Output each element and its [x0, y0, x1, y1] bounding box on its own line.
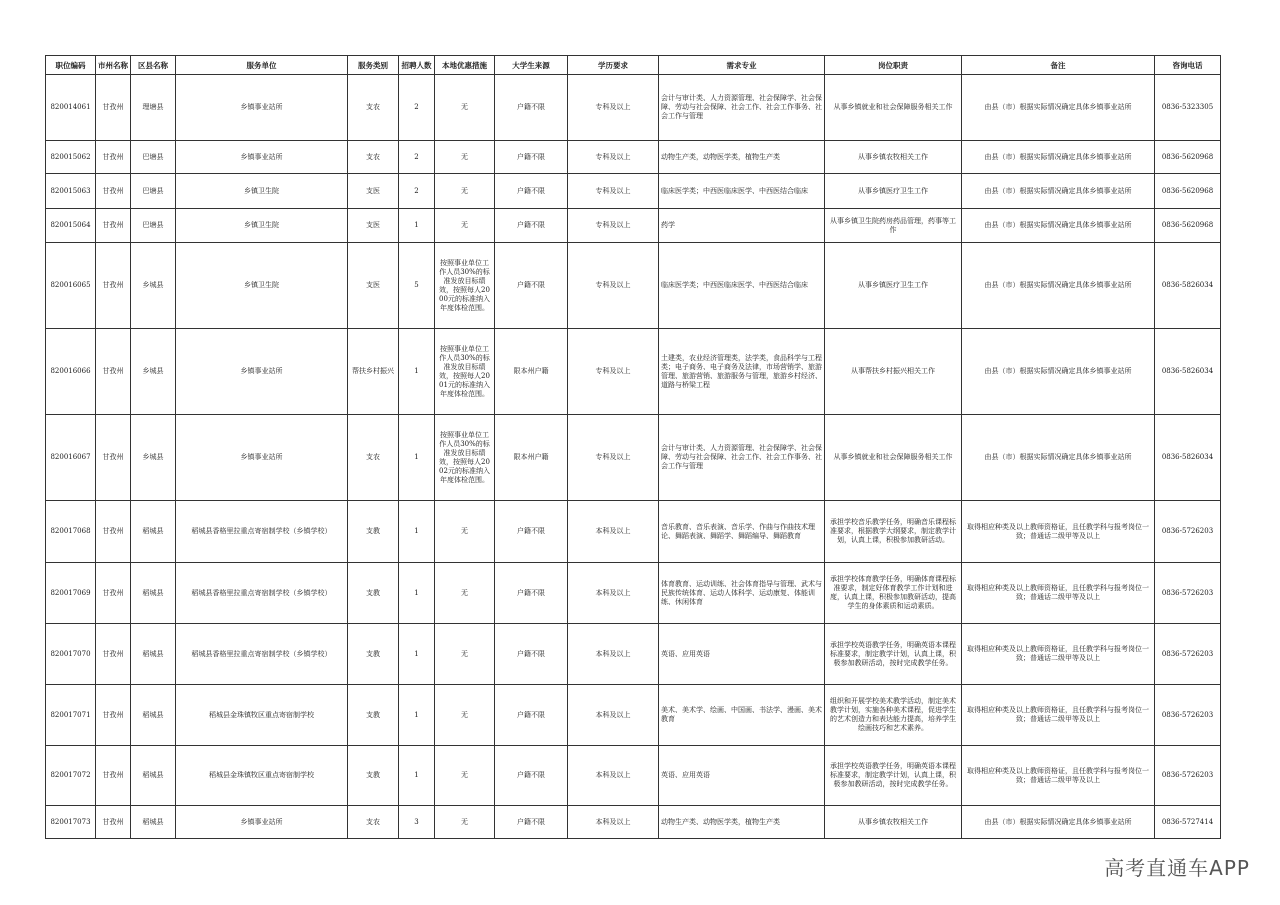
cell-duty: 组织和开展学校美术教学活动，制定美术教学计划，实施各种美术课程，促进学生的艺术创造力和表达能力提高，培养学生绘画技巧和艺术素养。 [825, 685, 962, 746]
cell-count: 1 [399, 624, 435, 685]
cell-benefit: 无 [435, 563, 495, 624]
cell-source: 限本州户籍 [495, 329, 568, 415]
cell-unit: 稻城县香格里拉重点寄宿制学校（乡镇学校） [176, 624, 348, 685]
cell-category: 支农 [348, 415, 399, 501]
cell-edu: 专科及以上 [568, 243, 659, 329]
cell-category: 支教 [348, 563, 399, 624]
cell-note: 取得相应种类及以上教师资格证，且任教学科与报考岗位一致；普通话二级甲等及以上 [962, 563, 1155, 624]
cell-edu: 本科及以上 [568, 624, 659, 685]
cell-benefit: 无 [435, 174, 495, 209]
cell-count: 1 [399, 501, 435, 563]
cell-unit: 乡镇事业站所 [176, 806, 348, 839]
cell-city: 甘孜州 [96, 415, 131, 501]
cell-benefit: 按照事业单位工作人员30%的标准发放目标绩效，按照每人2002元的标准纳入年度体检范围。 [435, 415, 495, 501]
cell-note: 由县（市）根据实际情况确定具体乡镇事业站所 [962, 243, 1155, 329]
cell-edu: 专科及以上 [568, 209, 659, 243]
cell-county: 乡城县 [131, 243, 176, 329]
cell-unit: 稻城县香格里拉重点寄宿制学校（乡镇学校） [176, 563, 348, 624]
cell-edu: 本科及以上 [568, 501, 659, 563]
header-phone: 咨询电话 [1155, 56, 1221, 75]
cell-county: 巴塘县 [131, 174, 176, 209]
cell-category: 支教 [348, 746, 399, 806]
cell-benefit: 无 [435, 141, 495, 174]
cell-phone: 0836-5826034 [1155, 329, 1221, 415]
header-edu: 学历要求 [568, 56, 659, 75]
table-row [46, 685, 1221, 746]
cell-county: 稻城县 [131, 563, 176, 624]
header-major: 需求专业 [659, 56, 825, 75]
cell-city: 甘孜州 [96, 746, 131, 806]
cell-county: 乡城县 [131, 329, 176, 415]
cell-phone: 0836-5726203 [1155, 563, 1221, 624]
cell-duty: 从事乡镇医疗卫生工作 [825, 243, 962, 329]
cell-city: 甘孜州 [96, 75, 131, 141]
cell-major: 会计与审计类、人力资源管理、社会保障学、社会保障、劳动与社会保障、社会工作、社会工作事务、社会工作与管理 [659, 75, 825, 141]
table-row [46, 563, 1221, 624]
cell-duty: 承担学校英语教学任务，明确英语本课程标准要求，制定教学计划，认真上课，积极参加教研活动，按时完成教学任务。 [825, 624, 962, 685]
cell-phone: 0836-5620968 [1155, 141, 1221, 174]
cell-city: 甘孜州 [96, 243, 131, 329]
cell-code: 820016067 [46, 415, 96, 501]
cell-phone: 0836-5727414 [1155, 806, 1221, 839]
cell-note: 取得相应种类及以上教师资格证，且任教学科与报考岗位一致；普通话二级甲等及以上 [962, 746, 1155, 806]
cell-major: 体育教育、运动训练、社会体育指导与管理、武术与民族传统体育、运动人体科学、运动康复、体能训练、休闲体育 [659, 563, 825, 624]
cell-count: 1 [399, 746, 435, 806]
cell-city: 甘孜州 [96, 174, 131, 209]
cell-source: 户籍不限 [495, 563, 568, 624]
cell-edu: 专科及以上 [568, 75, 659, 141]
cell-code: 820017070 [46, 624, 96, 685]
cell-phone: 0836-5726203 [1155, 746, 1221, 806]
cell-county: 稻城县 [131, 746, 176, 806]
cell-benefit: 无 [435, 209, 495, 243]
cell-source: 户籍不限 [495, 75, 568, 141]
cell-county: 稻城县 [131, 501, 176, 563]
cell-edu: 专科及以上 [568, 141, 659, 174]
cell-code: 820014061 [46, 75, 96, 141]
cell-major: 临床医学类；中西医临床医学、中西医结合临床 [659, 174, 825, 209]
cell-edu: 专科及以上 [568, 174, 659, 209]
cell-source: 户籍不限 [495, 624, 568, 685]
cell-source: 户籍不限 [495, 806, 568, 839]
cell-city: 甘孜州 [96, 806, 131, 839]
cell-code: 820016066 [46, 329, 96, 415]
cell-county: 稻城县 [131, 806, 176, 839]
cell-major: 会计与审计类、人力资源管理、社会保障学、社会保障、劳动与社会保障、社会工作、社会工作事务、社会工作与管理 [659, 415, 825, 501]
cell-count: 3 [399, 806, 435, 839]
cell-benefit: 按照事业单位工作人员30%的标准发放目标绩效，按照每人2001元的标准纳入年度体检范围。 [435, 329, 495, 415]
table-row [46, 806, 1221, 839]
cell-edu: 本科及以上 [568, 685, 659, 746]
cell-phone: 0836-5726203 [1155, 624, 1221, 685]
cell-benefit: 无 [435, 75, 495, 141]
cell-county: 稻城县 [131, 685, 176, 746]
cell-count: 1 [399, 209, 435, 243]
cell-unit: 乡镇卫生院 [176, 174, 348, 209]
cell-edu: 专科及以上 [568, 329, 659, 415]
cell-count: 2 [399, 75, 435, 141]
cell-note: 由县（市）根据实际情况确定具体乡镇事业站所 [962, 209, 1155, 243]
cell-duty: 承担学校音乐教学任务，明确音乐课程标准要求，根据教学大纲要求，制定教学计划，认真上课，积极参加教研活动。 [825, 501, 962, 563]
cell-duty: 从事乡镇就业和社会保障服务相关工作 [825, 415, 962, 501]
cell-note: 取得相应种类及以上教师资格证，且任教学科与报考岗位一致；普通话二级甲等及以上 [962, 624, 1155, 685]
table-header-row [46, 56, 1221, 75]
header-category: 服务类别 [348, 56, 399, 75]
cell-unit: 乡镇卫生院 [176, 209, 348, 243]
table-row [46, 746, 1221, 806]
cell-category: 支医 [348, 174, 399, 209]
cell-note: 由县（市）根据实际情况确定具体乡镇事业站所 [962, 329, 1155, 415]
cell-source: 户籍不限 [495, 746, 568, 806]
cell-phone: 0836-5826034 [1155, 415, 1221, 501]
cell-major: 音乐教育、音乐表演、音乐学、作曲与作曲技术理论、舞蹈表演、舞蹈学、舞蹈编导、舞蹈教育 [659, 501, 825, 563]
cell-unit: 乡镇事业站所 [176, 329, 348, 415]
cell-duty: 从事乡镇农牧相关工作 [825, 141, 962, 174]
header-unit: 服务单位 [176, 56, 348, 75]
cell-category: 支农 [348, 141, 399, 174]
cell-benefit: 无 [435, 806, 495, 839]
table-row [46, 501, 1221, 563]
table-row [46, 141, 1221, 174]
table-row [46, 329, 1221, 415]
table-row [46, 75, 1221, 141]
cell-benefit: 无 [435, 746, 495, 806]
cell-code: 820017072 [46, 746, 96, 806]
header-code: 职位编码 [46, 56, 96, 75]
cell-note: 由县（市）根据实际情况确定具体乡镇事业站所 [962, 174, 1155, 209]
cell-note: 取得相应种类及以上教师资格证，且任教学科与报考岗位一致；普通话二级甲等及以上 [962, 501, 1155, 563]
cell-duty: 从事乡镇医疗卫生工作 [825, 174, 962, 209]
cell-note: 由县（市）根据实际情况确定具体乡镇事业站所 [962, 141, 1155, 174]
cell-phone: 0836-5620968 [1155, 174, 1221, 209]
header-county: 区县名称 [131, 56, 176, 75]
cell-count: 2 [399, 141, 435, 174]
cell-city: 甘孜州 [96, 209, 131, 243]
cell-source: 户籍不限 [495, 141, 568, 174]
header-duty: 岗位职责 [825, 56, 962, 75]
cell-count: 1 [399, 415, 435, 501]
cell-unit: 稻城县金珠镇牧区重点寄宿制学校 [176, 746, 348, 806]
cell-city: 甘孜州 [96, 329, 131, 415]
cell-category: 支教 [348, 501, 399, 563]
cell-code: 820015062 [46, 141, 96, 174]
cell-benefit: 无 [435, 501, 495, 563]
cell-duty: 承担学校英语教学任务，明确英语本课程标准要求，制定教学计划，认真上课，积极参加教研活动，按时完成教学任务。 [825, 746, 962, 806]
cell-county: 乡城县 [131, 415, 176, 501]
cell-major: 临床医学类；中西医临床医学、中西医结合临床 [659, 243, 825, 329]
cell-code: 820015064 [46, 209, 96, 243]
cell-source: 户籍不限 [495, 501, 568, 563]
cell-count: 1 [399, 329, 435, 415]
cell-benefit: 按照事业单位工作人员30%的标准发放目标绩效，按照每人2000元的标准纳入年度体检范围。 [435, 243, 495, 329]
cell-count: 1 [399, 563, 435, 624]
cell-category: 支教 [348, 685, 399, 746]
cell-code: 820017073 [46, 806, 96, 839]
cell-duty: 从事乡镇农牧相关工作 [825, 806, 962, 839]
cell-major: 美术、美术学、绘画、中国画、书法学、漫画、美术教育 [659, 685, 825, 746]
table-row [46, 624, 1221, 685]
cell-city: 甘孜州 [96, 685, 131, 746]
cell-note: 由县（市）根据实际情况确定具体乡镇事业站所 [962, 415, 1155, 501]
cell-county: 巴塘县 [131, 209, 176, 243]
cell-city: 甘孜州 [96, 563, 131, 624]
recruitment-table [45, 55, 1221, 839]
cell-source: 限本州户籍 [495, 415, 568, 501]
cell-county: 巴塘县 [131, 141, 176, 174]
cell-note: 由县（市）根据实际情况确定具体乡镇事业站所 [962, 75, 1155, 141]
cell-category: 帮扶乡村振兴 [348, 329, 399, 415]
cell-phone: 0836-5620968 [1155, 209, 1221, 243]
cell-duty: 从事乡镇卫生院药房药品管理，药事等工作 [825, 209, 962, 243]
cell-code: 820017071 [46, 685, 96, 746]
cell-source: 户籍不限 [495, 243, 568, 329]
cell-code: 820017069 [46, 563, 96, 624]
cell-unit: 稻城县香格里拉重点寄宿制学校（乡镇学校） [176, 501, 348, 563]
cell-category: 支农 [348, 75, 399, 141]
cell-source: 户籍不限 [495, 174, 568, 209]
cell-code: 820017068 [46, 501, 96, 563]
cell-phone: 0836-5826034 [1155, 243, 1221, 329]
cell-code: 820015063 [46, 174, 96, 209]
cell-county: 理塘县 [131, 75, 176, 141]
cell-phone: 0836-5726203 [1155, 501, 1221, 563]
cell-benefit: 无 [435, 685, 495, 746]
cell-edu: 本科及以上 [568, 563, 659, 624]
cell-count: 1 [399, 685, 435, 746]
table-row [46, 243, 1221, 329]
cell-county: 稻城县 [131, 624, 176, 685]
cell-unit: 稻城县金珠镇牧区重点寄宿制学校 [176, 685, 348, 746]
cell-count: 5 [399, 243, 435, 329]
cell-category: 支教 [348, 624, 399, 685]
cell-source: 户籍不限 [495, 209, 568, 243]
cell-city: 甘孜州 [96, 501, 131, 563]
cell-phone: 0836-5323305 [1155, 75, 1221, 141]
cell-edu: 本科及以上 [568, 746, 659, 806]
cell-duty: 从事帮扶乡村振兴相关工作 [825, 329, 962, 415]
cell-category: 支农 [348, 806, 399, 839]
header-source: 大学生来源 [495, 56, 568, 75]
cell-city: 甘孜州 [96, 624, 131, 685]
cell-unit: 乡镇事业站所 [176, 415, 348, 501]
cell-category: 支医 [348, 243, 399, 329]
cell-unit: 乡镇卫生院 [176, 243, 348, 329]
table-row [46, 174, 1221, 209]
cell-duty: 承担学校体育教学任务，明确体育课程标准要求，制定好体育教学工作计划和进度，认真上课，积极参加教研活动，提高学生的身体素质和运动素质。 [825, 563, 962, 624]
cell-major: 英语、应用英语 [659, 746, 825, 806]
cell-major: 药学 [659, 209, 825, 243]
watermark-text: 高考直通车APP [1104, 856, 1250, 880]
table-row [46, 415, 1221, 501]
header-benefit: 本地优惠措施 [435, 56, 495, 75]
cell-city: 甘孜州 [96, 141, 131, 174]
cell-count: 2 [399, 174, 435, 209]
cell-major: 英语、应用英语 [659, 624, 825, 685]
cell-major: 动物生产类，动物医学类，植物生产类 [659, 141, 825, 174]
cell-code: 820016065 [46, 243, 96, 329]
table-row [46, 209, 1221, 243]
header-count: 招聘人数 [399, 56, 435, 75]
header-city: 市州名称 [96, 56, 131, 75]
cell-note: 由县（市）根据实际情况确定具体乡镇事业站所 [962, 806, 1155, 839]
cell-category: 支医 [348, 209, 399, 243]
cell-unit: 乡镇事业站所 [176, 141, 348, 174]
cell-phone: 0836-5726203 [1155, 685, 1221, 746]
cell-note: 取得相应种类及以上教师资格证，且任教学科与报考岗位一致；普通话二级甲等及以上 [962, 685, 1155, 746]
cell-major: 土建类，农业经济管理类，法学类，食品科学与工程类；电子商务、电子商务及法律，市场营销学、旅游管理、旅游营销、旅游服务与管理，旅游乡村经济、道路与桥梁工程 [659, 329, 825, 415]
cell-benefit: 无 [435, 624, 495, 685]
cell-source: 户籍不限 [495, 685, 568, 746]
header-note: 备注 [962, 56, 1155, 75]
cell-duty: 从事乡镇就业和社会保障服务相关工作 [825, 75, 962, 141]
cell-unit: 乡镇事业站所 [176, 75, 348, 141]
cell-major: 动物生产类、动物医学类，植物生产类 [659, 806, 825, 839]
cell-edu: 专科及以上 [568, 415, 659, 501]
cell-edu: 本科及以上 [568, 806, 659, 839]
